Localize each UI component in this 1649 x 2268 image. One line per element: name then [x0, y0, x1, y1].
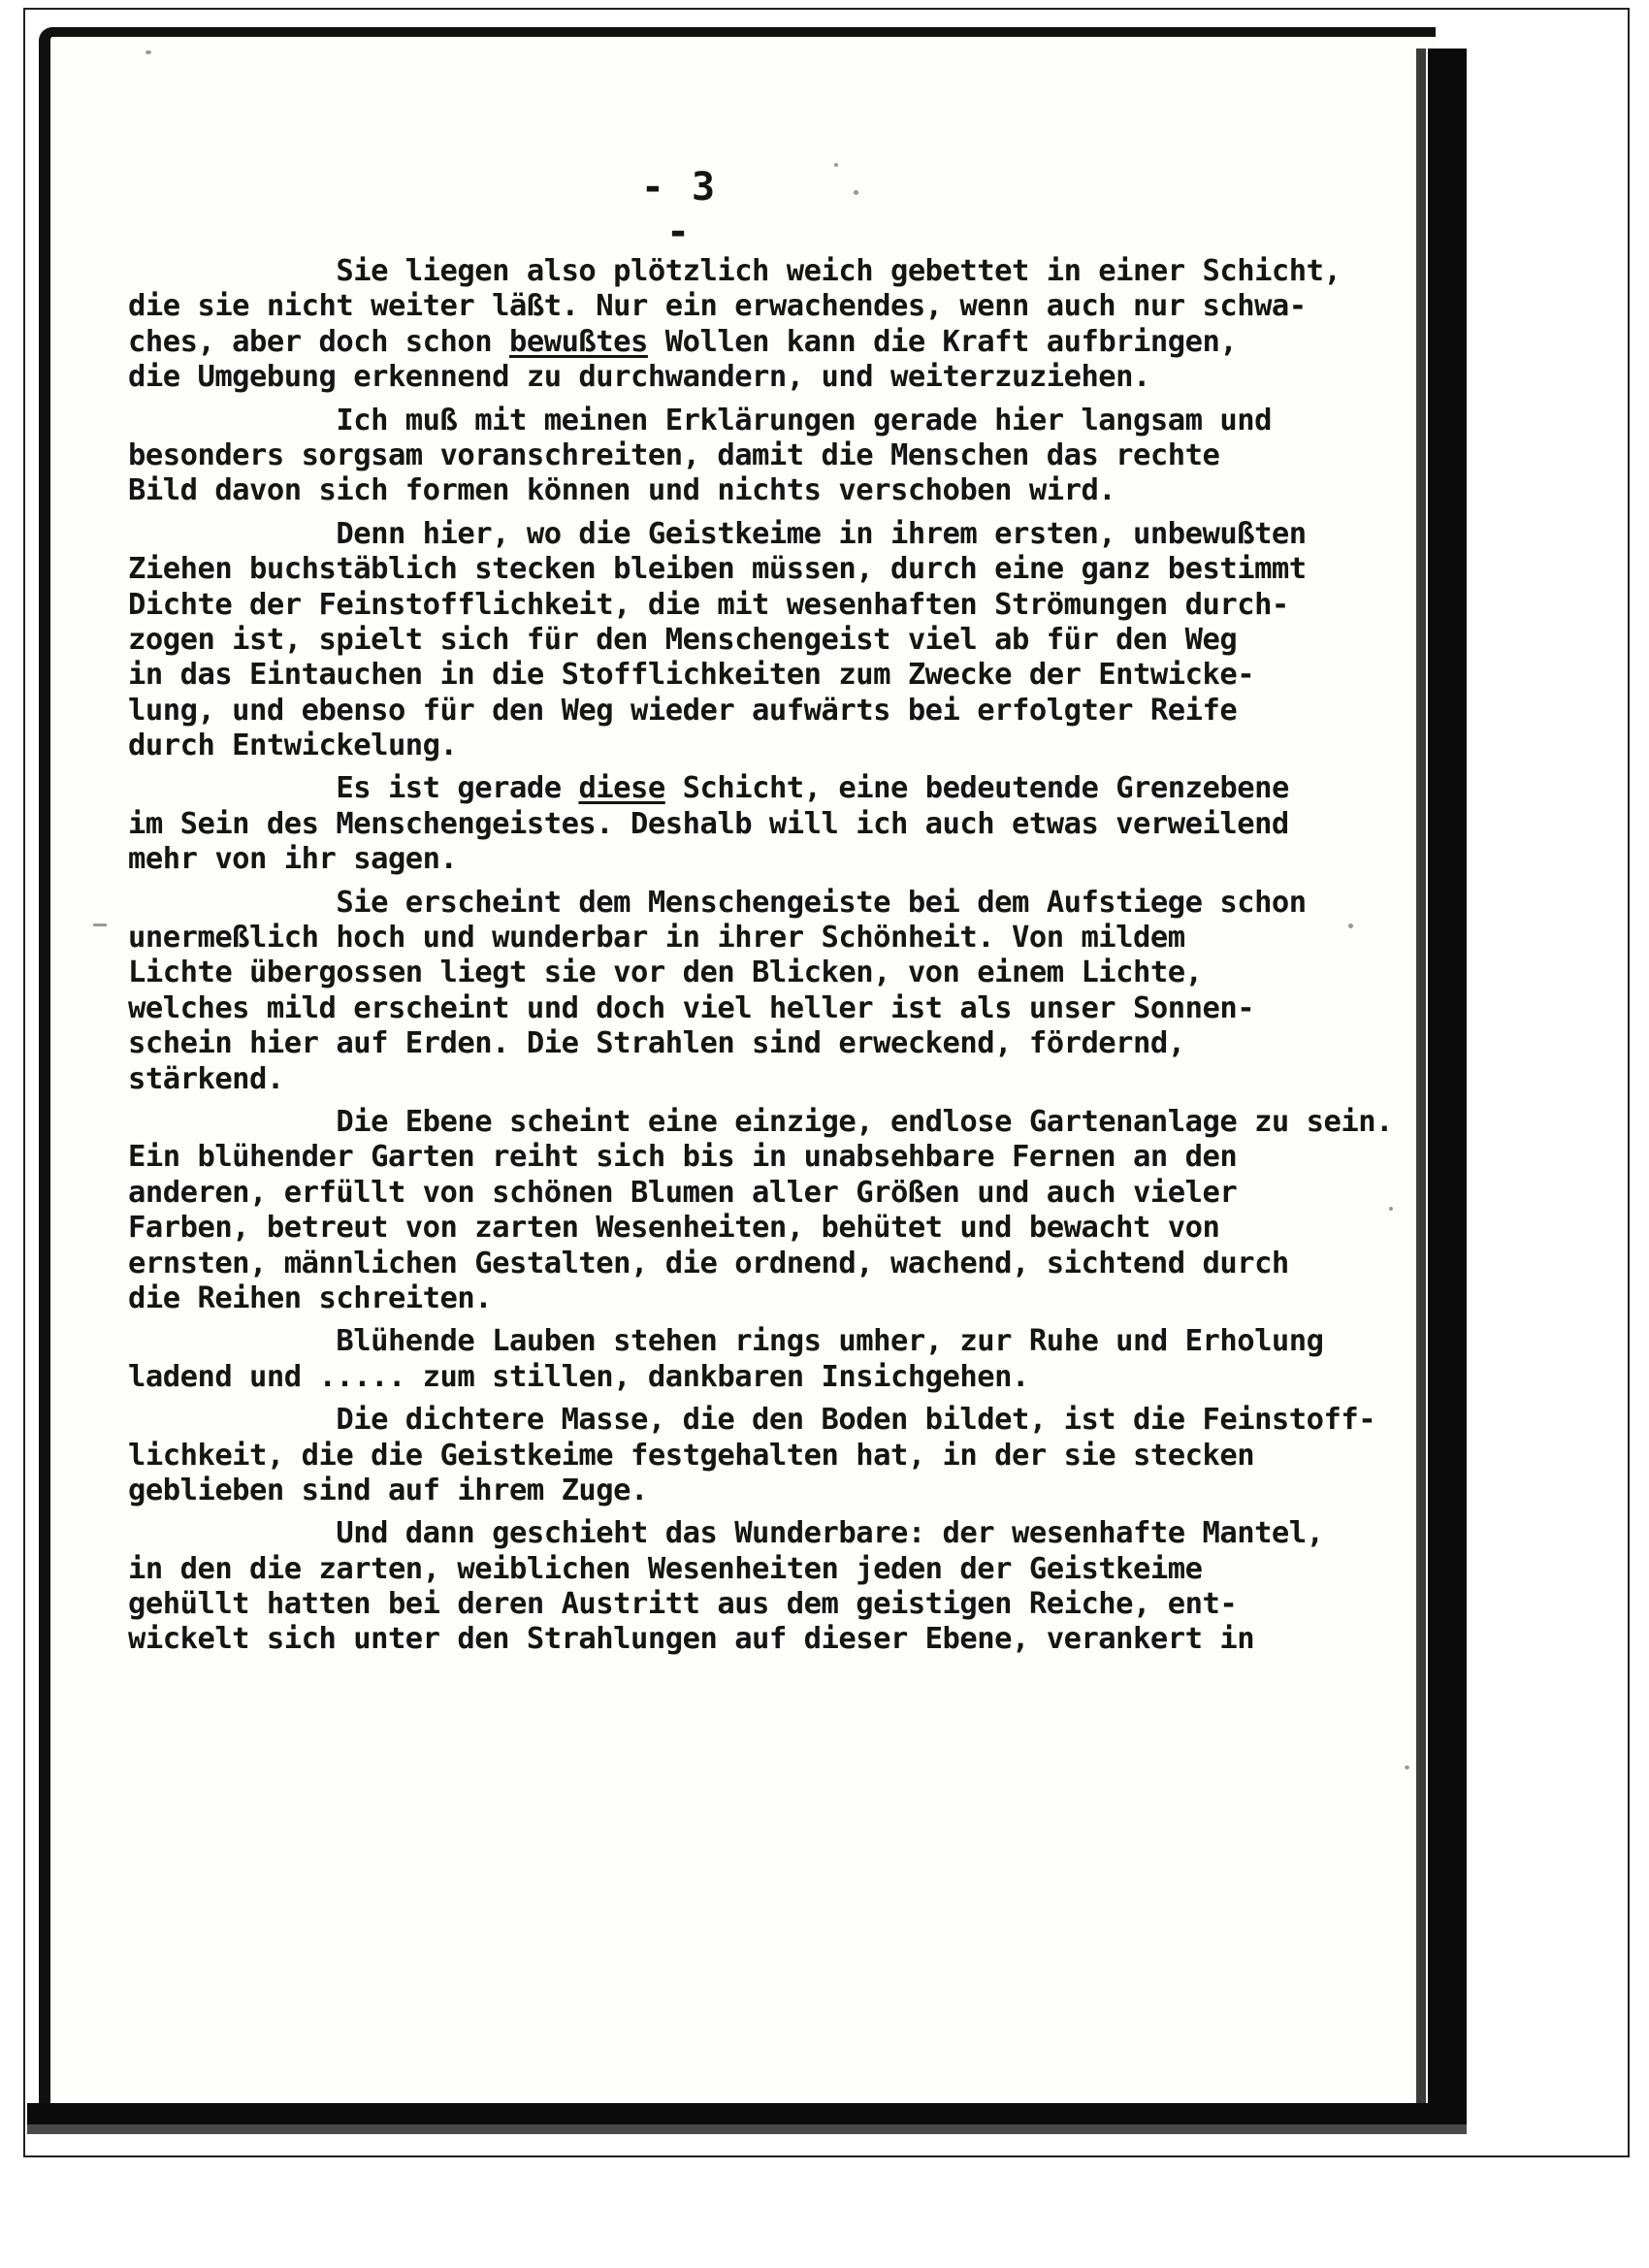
- paragraph: [128, 886, 1418, 1097]
- text-line: [128, 473, 1418, 508]
- paragraph: [128, 1324, 1418, 1395]
- binding-shadow-bottom-inner: [27, 2124, 1467, 2134]
- text-segment: gehüllt hatten bei deren Austritt aus dem geistigen Reiche, ent-: [128, 1587, 1238, 1622]
- scan-speck: [93, 923, 107, 926]
- text-line: [128, 1324, 1418, 1359]
- text-segment: Und dann geschieht das Wunderbare: der wesenhafte Mantel,: [128, 1516, 1324, 1551]
- text-segment: ches, aber doch schon: [128, 324, 509, 359]
- text-line: [128, 552, 1418, 587]
- binding-shadow-bottom: [27, 2103, 1467, 2124]
- text-segment: Sie erscheint dem Menschengeiste bei dem Aufstiege schon: [128, 885, 1307, 920]
- text-line: [128, 771, 1418, 806]
- text-line: [128, 1105, 1418, 1140]
- scan-speck: [854, 190, 858, 195]
- text-segment: Bild davon sich formen können und nichts verschoben wird.: [128, 473, 1116, 508]
- text-line: [128, 729, 1418, 763]
- text-segment: die sie nicht weiter läßt. Nur ein erwachendes, wenn auch nur schwa-: [128, 289, 1307, 324]
- text-line: [128, 1439, 1418, 1474]
- text-line: [128, 517, 1418, 552]
- text-segment: in den die zarten, weiblichen Wesenheiten jeden der Geistkeime: [128, 1551, 1203, 1586]
- text-segment: durch Entwickelung.: [128, 729, 458, 763]
- text-line: [128, 807, 1418, 842]
- text-segment: Farben, betreut von zarten Wesenheiten, behütet und bewacht von: [128, 1211, 1220, 1246]
- text-segment: Wollen kann die Kraft aufbringen,: [647, 324, 1238, 359]
- text-segment: im Sein des Menschengeistes. Deshalb will ich auch etwas verweilend: [128, 806, 1289, 841]
- text-line: [128, 1403, 1418, 1438]
- text-segment: zogen ist, spielt sich für den Menschengeist viel ab für den Weg: [128, 622, 1238, 657]
- scan-speck: [1348, 923, 1353, 928]
- paragraph: [128, 404, 1418, 509]
- text-segment: mehr von ihr sagen.: [128, 842, 458, 877]
- text-segment: ladend und ..... zum stillen, dankbaren Insichgehen.: [128, 1359, 1029, 1394]
- paragraph: [128, 1516, 1418, 1658]
- text-segment: besonders sorgsam voranschreiten, damit die Menschen das rechte: [128, 437, 1220, 472]
- text-line: [128, 1587, 1418, 1622]
- text-line: [128, 1140, 1418, 1175]
- text-line: [128, 991, 1418, 1026]
- scan-speck: [834, 163, 838, 167]
- paragraph-gap: [128, 1097, 1418, 1105]
- text-line: [128, 404, 1418, 438]
- text-segment: Ich muß mit meinen Erklärungen gerade hier langsam und: [128, 403, 1272, 437]
- text-line: [128, 694, 1418, 729]
- binding-shadow-right: [1428, 49, 1467, 2113]
- paragraph: [128, 517, 1418, 764]
- text-segment: die Umgebung erkennend zu durchwandern, und weiterzuziehen.: [128, 360, 1150, 395]
- text-segment: schein hier auf Erden. Die Strahlen sind erweckend, fördernd,: [128, 1026, 1185, 1061]
- text-line: [128, 254, 1418, 289]
- text-segment: Denn hier, wo die Geistkeime in ihrem ersten, unbewußten: [128, 516, 1307, 551]
- paragraph: [128, 771, 1418, 877]
- paragraph-gap: [128, 1316, 1418, 1324]
- text-segment: in das Eintauchen in die Stofflichkeiten zum Zwecke der Entwicke-: [128, 658, 1255, 693]
- text-line: [128, 842, 1418, 877]
- text-line: [128, 325, 1418, 360]
- text-line: [128, 886, 1418, 921]
- text-line: [128, 1026, 1418, 1061]
- text-line: [128, 1281, 1418, 1316]
- paragraph-gap: [128, 878, 1418, 886]
- text-line: [128, 1474, 1418, 1508]
- text-line: [128, 588, 1418, 623]
- text-line: [128, 1622, 1418, 1657]
- paragraph: [128, 1105, 1418, 1316]
- text-segment: Die Ebene scheint eine einzige, endlose Gartenanlage zu sein.: [128, 1104, 1393, 1139]
- paragraph-gap: [128, 1395, 1418, 1403]
- underlined-word: diese: [578, 771, 665, 806]
- paragraph-gap: [128, 1508, 1418, 1516]
- scan-speck: [146, 50, 151, 54]
- text-segment: anderen, erfüllt von schönen Blumen aller Größen und auch vieler: [128, 1175, 1238, 1210]
- scan-speck: [1405, 1766, 1409, 1769]
- text-line: [128, 1176, 1418, 1211]
- text-line: [128, 1247, 1418, 1281]
- text-segment: wickelt sich unter den Strahlungen auf dieser Ebene, verankert in: [128, 1622, 1255, 1657]
- typed-text-body: [128, 254, 1418, 1658]
- text-segment: Es ist gerade: [128, 771, 579, 806]
- text-segment: Blühende Lauben stehen rings umher, zur Ruhe und Erholung: [128, 1324, 1324, 1359]
- paragraph: [128, 254, 1418, 396]
- text-line: [128, 658, 1418, 693]
- text-segment: welches mild erscheint und doch viel heller ist als unser Sonnen-: [128, 990, 1255, 1025]
- text-segment: Dichte der Feinstofflichkeit, die mit wesenhaften Strömungen durch-: [128, 587, 1289, 622]
- text-segment: Lichte übergossen liegt sie vor den Blicken, von einem Lichte,: [128, 956, 1203, 990]
- underlined-word: bewußtes: [508, 324, 648, 359]
- text-segment: unermeßlich hoch und wunderbar in ihrer Schönheit. Von mildem: [128, 921, 1185, 956]
- text-line: [128, 1360, 1418, 1395]
- text-line: [128, 360, 1418, 395]
- text-segment: Die dichtere Masse, die den Boden bildet, ist die Feinstoff-: [128, 1403, 1376, 1438]
- text-line: [128, 1552, 1418, 1587]
- text-line: [128, 623, 1418, 658]
- text-line: [128, 956, 1418, 990]
- text-segment: Sie liegen also plötzlich weich gebettet in einer Schicht,: [128, 254, 1342, 288]
- text-line: [128, 1211, 1418, 1246]
- text-segment: lichkeit, die die Geistkeime festgehalten hat, in der sie stecken: [128, 1438, 1255, 1473]
- paragraph: [128, 1403, 1418, 1508]
- paragraph-gap: [128, 509, 1418, 517]
- page-number: - 3 -: [640, 165, 718, 254]
- text-line: [128, 289, 1418, 324]
- text-segment: Schicht, eine bedeutende Grenzebene: [664, 771, 1289, 806]
- text-segment: lung, und ebenso für den Weg wieder aufwärts bei erfolgter Reife: [128, 693, 1238, 728]
- text-segment: ernsten, männlichen Gestalten, die ordnend, wachend, sichtend durch: [128, 1246, 1289, 1280]
- text-segment: geblieben sind auf ihrem Zuge.: [128, 1473, 648, 1507]
- text-segment: die Reihen schreiten.: [128, 1280, 493, 1315]
- paragraph-gap: [128, 763, 1418, 771]
- text-line: [128, 1062, 1418, 1097]
- text-segment: Ein blühender Garten reiht sich bis in unabsehbare Fernen an den: [128, 1140, 1238, 1175]
- scan-speck: [1389, 1207, 1393, 1211]
- text-line: [128, 921, 1418, 956]
- text-segment: Ziehen buchstäblich stecken bleiben müssen, durch eine ganz bestimmt: [128, 552, 1307, 587]
- text-line: [128, 1516, 1418, 1551]
- text-segment: stärkend.: [128, 1061, 284, 1096]
- text-line: [128, 438, 1418, 473]
- paragraph-gap: [128, 396, 1418, 404]
